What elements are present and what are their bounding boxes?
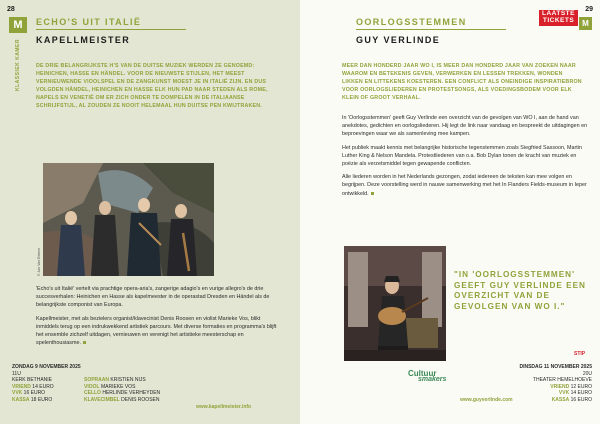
cast-row: SOPRAAN KRISTIEN NIJS: [84, 377, 146, 383]
website-link-left[interactable]: www.kapellmeister.info: [196, 404, 252, 410]
price-row: VRIEND 14 EURO: [12, 383, 54, 390]
event-venue: THEATER HEMELHOEVE: [532, 377, 592, 384]
body-paragraph: In 'Oorlogsstemmen' geeft Guy Verlinde een overzicht van de gevolgen van WO I, aan de hand van anekdotes, gedichten en oorlogsliederen. Hij legt de link naar vandaag en bespreekt de uitdagingen en beproevingen waar we als samenleving mee kampen.: [342, 115, 588, 138]
section-letter-left: M: [9, 17, 27, 33]
body-text-left: [36, 285, 282, 352]
ensemble-photo: [43, 163, 214, 276]
stip-label: STIP: [574, 351, 586, 357]
event-time: 11U: [12, 370, 21, 377]
page-number-right: 29: [585, 6, 593, 13]
event-date: ZONDAG 9 NOVEMBER 2025: [12, 364, 81, 370]
event-info-right: [506, 364, 592, 404]
body-paragraph: 'Echo's uit Italië' vertelt via prachtige opera-aria's, zangerige adagio's en vurige allegro's de drie succesverhalen: Heinichen en Hasse als kapelmeester in de operastad Dresden en Händel als de belangrijkste componist van Europa.: [36, 286, 270, 309]
last-tickets-badge: LAATSTE TICKETS: [539, 10, 578, 26]
event-date: DINSDAG 11 NOVEMBER 2025: [519, 364, 592, 370]
body-text-right: [342, 114, 588, 203]
cast-row: VIOOL MARIEKE VOS: [84, 383, 136, 390]
intro-text-left: DE DRIE BELANGRIJKSTE H'S VAN DE DUITSE MUZIEK WERDEN ZE GENOEMD: HEINICHEN, HASSE EN HÄNDEL. VOOR DE NIEUWSTE STIJLEN, HET MEEST VERNIEUWENDE VIOOLSPEL EN DE ZANGKUNST MOEST JE IN ITALIË ZIJN. EN DUS VOLGDEN HÄNDEL, HEINICHEN EN HASSE ELK HUN PAD NAAR STEDEN ALS ROME, NAPELS EN VENETIË OM ER ZICH ONDER TE DOMPELEN IN DE ITALIAANSE SCHRIJFSTIJL, AL ZOUDEN ZE NOOIT HELEMAAL HUN DUITSE PEN KWIJTRAKEN.: [36, 63, 268, 109]
end-mark: [83, 341, 86, 344]
body-paragraph: Kapellmeister, met als bezielers organist/klavecinist Denis Roosen en violist Marieke Vos, blikt inmiddels terug op een indrukwekkend artistiek parcours. Met diverse formaties en programma's blijft het ensemble zichzelf uitdagen, vernieuwen en verenigt het artistieke meesterschap en spelenthousiasme.: [36, 315, 277, 347]
event-title-left: KAPELLMEISTER: [36, 35, 131, 45]
end-mark: [371, 192, 374, 195]
cast-row: KLAVECIMBEL DENIS ROOSEN: [84, 396, 160, 403]
price-row: KASSA 18 EURO: [12, 396, 53, 403]
page-number-left: 28: [7, 6, 15, 13]
event-venue: KERK BETHANIE: [12, 377, 53, 384]
event-kicker-right: OORLOGSSTEMMEN: [356, 17, 467, 27]
price-row: KASSA 16 EURO: [551, 396, 592, 403]
photo-credit-left: © Jan Van Eekere: [37, 247, 41, 276]
section-letter-right: M: [579, 17, 592, 30]
pull-quote: "IN 'OORLOGSSTEMMEN' GEEFT GUY VERLINDE EEN OVERZICHT VAN DE GEVOLGEN VAN WO I.": [454, 270, 586, 311]
body-paragraph: Het publiek maakt kennis met belangrijke historische tegenstemmen zoals Siegfried Sassoon, Martin Luther King & Nelson Mandela. Protestliederen van o.a. Bob Dylan tonen de kracht van muziek en poëzie als verzetsmiddel tegen gewapende conflicten.: [342, 144, 583, 168]
website-link-right[interactable]: www.guyverlinde.com: [460, 397, 513, 403]
body-paragraph: Alle liederen worden in het Nederlands gezongen, zodat iedereen de teksten kan mee volgen en begrijpen. Deze voorstelling werd in nauwe samenwerking met het In Flanders Fields-museum in Ieper ontwikkeld.: [342, 174, 587, 197]
price-row: VRIEND 12 EURO: [550, 383, 592, 390]
section-label-vertical: KLASSIEK KAMER: [15, 38, 21, 92]
right-page: [300, 0, 600, 424]
event-time: 20U: [582, 370, 592, 377]
event-title-right: GUY VERLINDE: [356, 35, 441, 45]
event-kicker-left: ECHO'S UIT ITALIË: [36, 17, 142, 27]
kicker-divider: [36, 29, 186, 30]
cast-row: CELLO HERLINDE VERHEYDEN: [84, 390, 161, 397]
cast-list: [84, 377, 184, 403]
performer-photo: [344, 246, 446, 361]
price-row: VVK 14 EURO: [558, 390, 592, 397]
price-row: VVK 16 EURO: [12, 390, 46, 397]
kicker-divider: [356, 29, 506, 30]
intro-text-right: MEER DAN HONDERD JAAR WO I, IS MEER DAN HONDERD JAAR VAN ZOEKEN NAAR WAAROM EN BETEKENIS GEVEN, VERWERKEN EN LESSEN TREKKEN, WONDEN LIKKEN EN LITTEKENS KOESTEREN. EEN CONFLICT ALS ONEINDIGE INSPIRATIEBRON VOOR OORLOGSLIEDEREN EN PROTESTSONGS, ALS VOEDINGSBODEM VOOR ELK KLEIN OF GROOT VERHAAL.: [342, 63, 582, 101]
cultuursmakers-logo: Cultuur smakers: [408, 369, 447, 383]
